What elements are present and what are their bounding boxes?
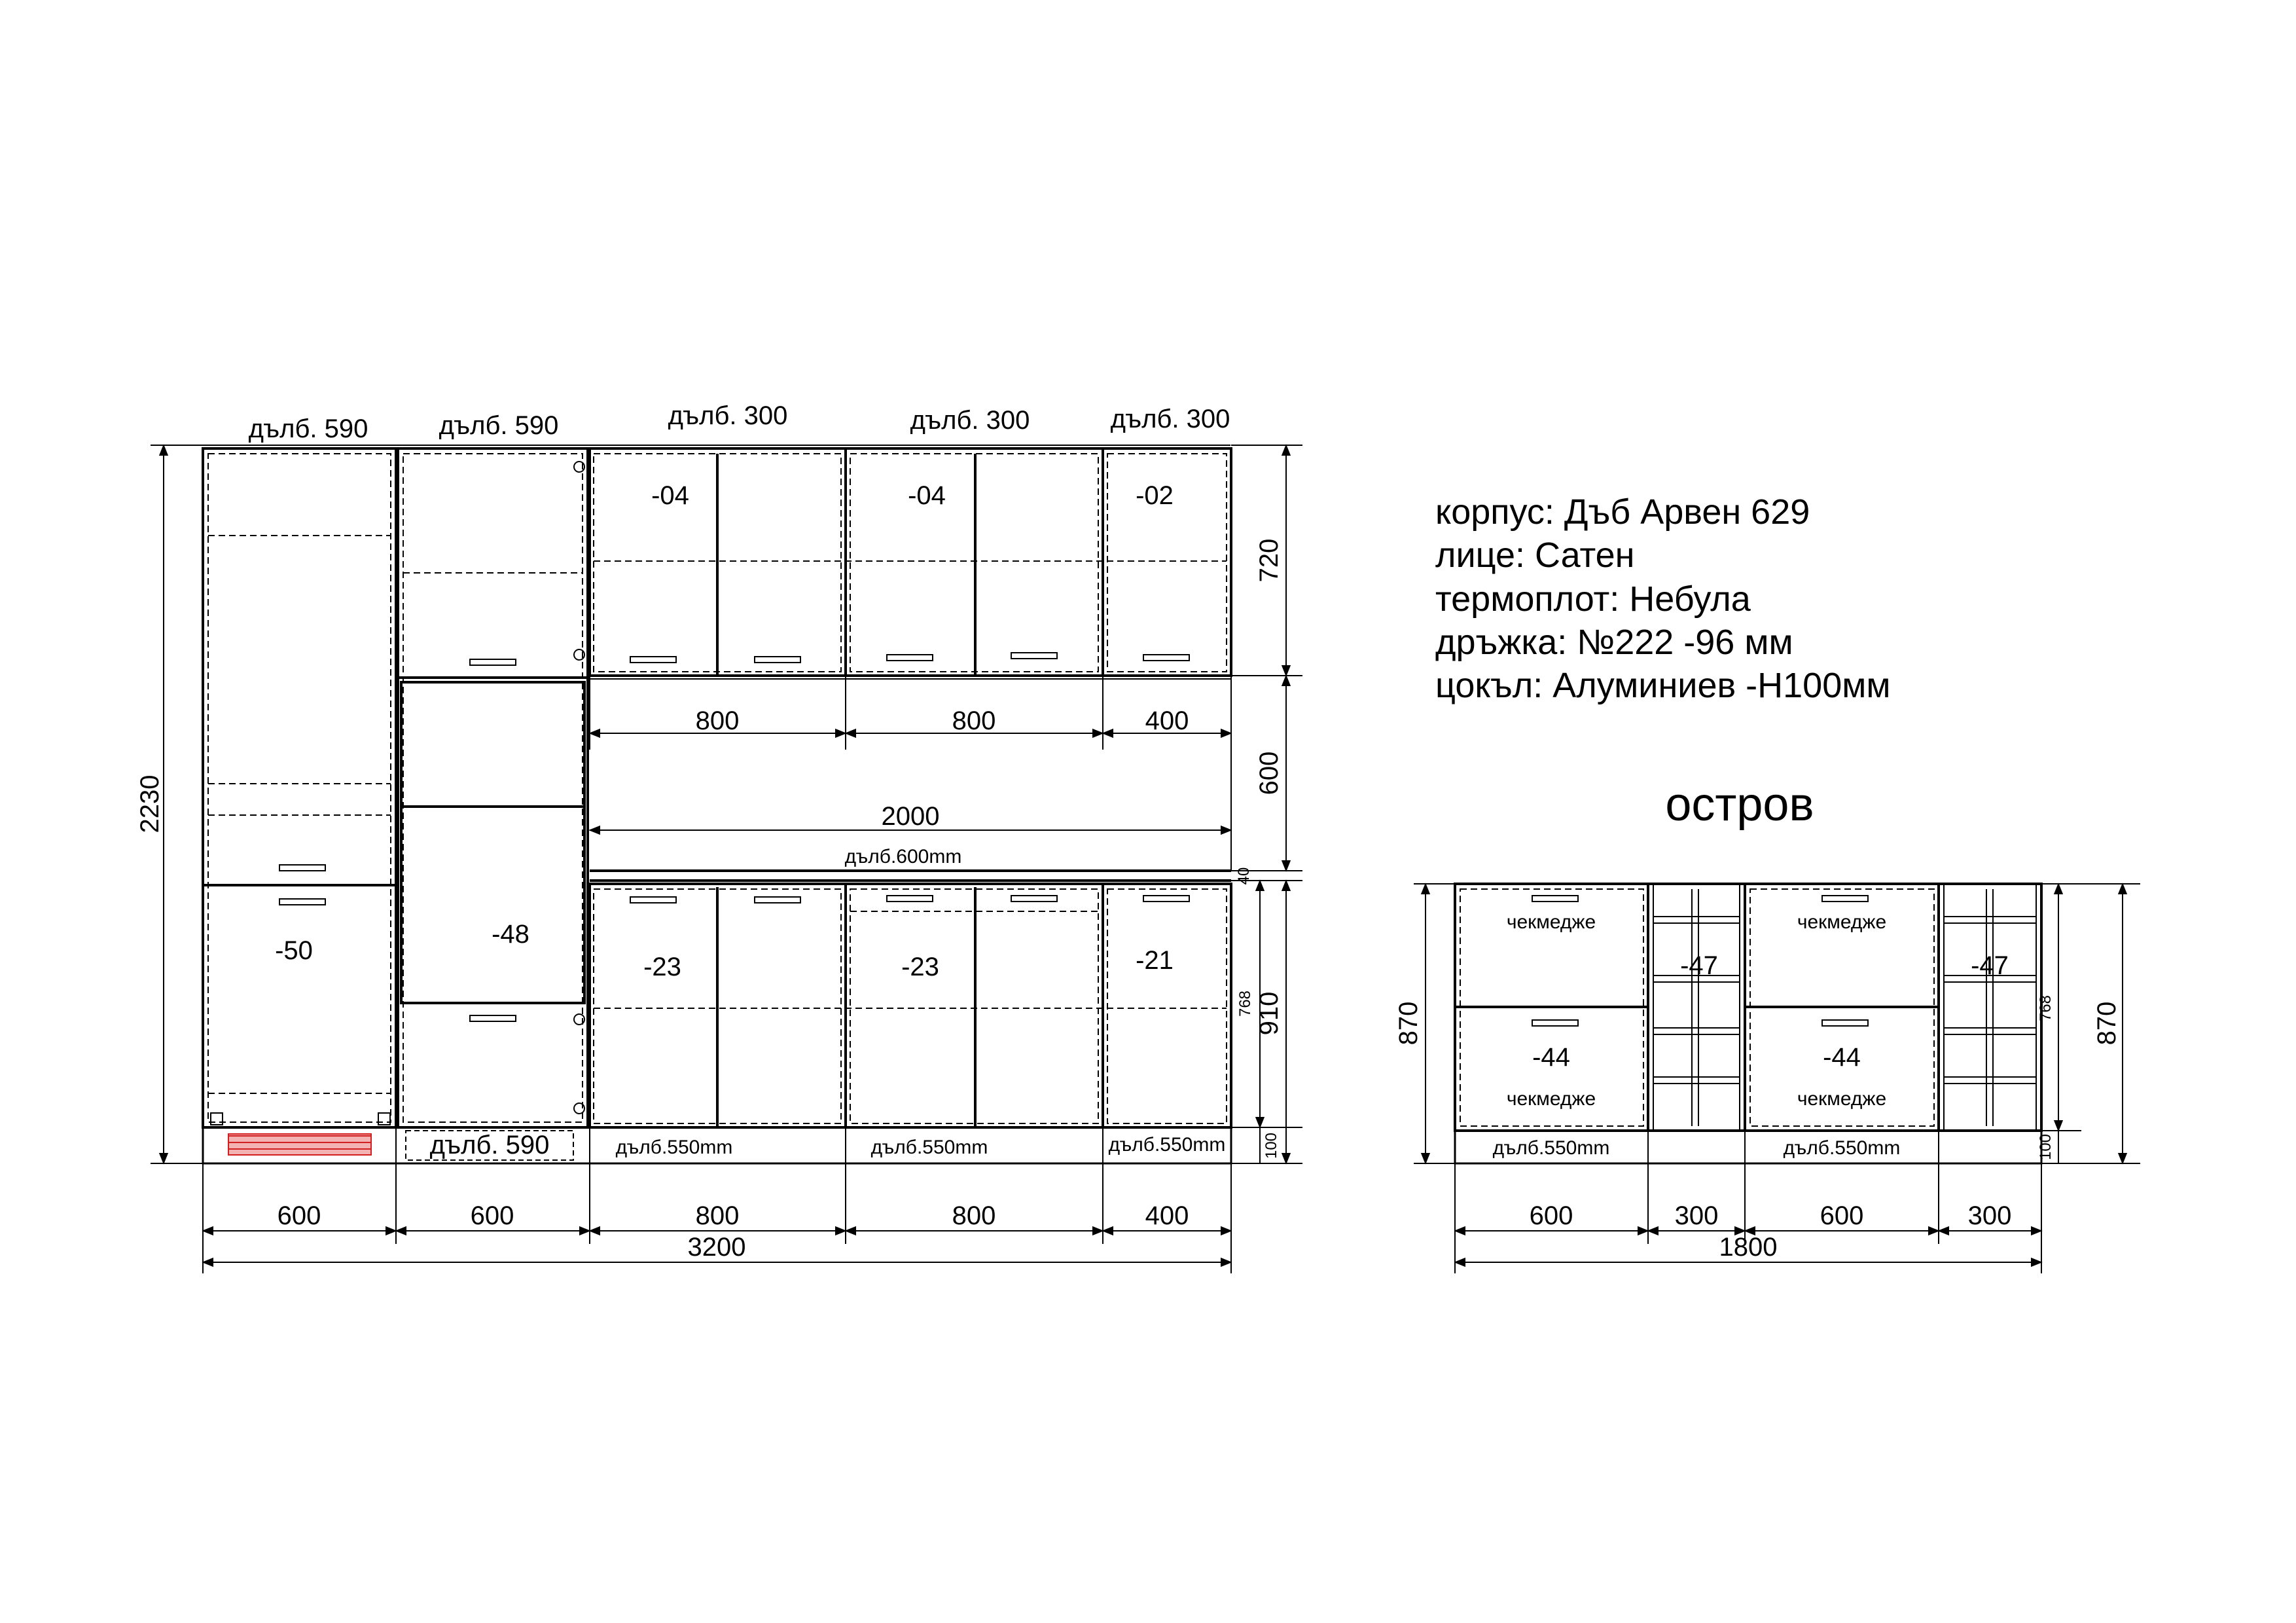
handle-icon <box>755 897 800 903</box>
cabinet-code: -04 <box>908 481 946 510</box>
cabinet-code: -23 <box>901 953 939 981</box>
dimension-value: 768 <box>1236 990 1254 1017</box>
cabinet-code: -50 <box>275 936 313 965</box>
handle-icon <box>1822 1020 1868 1026</box>
handle-icon <box>1532 896 1578 902</box>
dimension-value: 600 <box>1820 1201 1864 1230</box>
cabinet-code: -47 <box>1971 951 2009 980</box>
dimension-value: 600 <box>277 1201 321 1230</box>
dimension-value: 600 <box>470 1201 514 1230</box>
cabinet-code: -02 <box>1136 481 1174 510</box>
total-width: 1800 <box>1719 1233 1778 1262</box>
dimension-value: 400 <box>1145 706 1189 735</box>
handle-icon <box>755 657 800 663</box>
dimension-value: 800 <box>695 706 740 735</box>
handle-icon <box>1143 896 1189 902</box>
handle-icon <box>887 896 933 902</box>
tall-unit-2 <box>398 448 588 1127</box>
cabinet-code: -44 <box>1532 1043 1570 1072</box>
handle-icon <box>470 659 516 665</box>
dimension-value: 800 <box>952 706 996 735</box>
handle-icon <box>1143 655 1189 661</box>
island-title: остров <box>1665 778 1814 831</box>
handle-icon <box>630 897 676 903</box>
dimension-value: 600 <box>1529 1201 1573 1230</box>
island-plinth-height: 100 <box>2037 1133 2054 1161</box>
cabinet-code: -47 <box>1680 951 1718 980</box>
dimension-value: 800 <box>952 1201 996 1230</box>
drawer-label: чекмедже <box>1797 1088 1887 1110</box>
handle-icon <box>1011 653 1057 659</box>
cabinet-code: -48 <box>492 920 529 949</box>
spec-korpus: корпус: Дъб Арвен 629 <box>1435 492 1810 532</box>
dimension-value: 720 <box>1255 538 1283 583</box>
handle-icon <box>279 865 325 871</box>
total-height: 2230 <box>135 775 164 833</box>
handle-icon <box>887 655 933 661</box>
drawer-label: чекмедже <box>1797 911 1887 933</box>
handle-icon <box>630 657 676 663</box>
drawer-label: чекмедже <box>1506 911 1596 933</box>
island-height: 870 <box>1394 1001 1423 1046</box>
plinth-label: дълб.550mm <box>1108 1134 1226 1156</box>
handle-icon <box>1532 1020 1578 1026</box>
depth-label: дълб. 590 <box>248 414 368 443</box>
handle-icon <box>470 1015 516 1021</box>
dimension-value: 600 <box>1255 751 1283 795</box>
material-specs <box>1435 492 1891 831</box>
island-inner-height: 768 <box>2037 994 2054 1022</box>
depth-label: дълб. 590 <box>439 411 559 440</box>
handle-icon <box>1822 896 1868 902</box>
dimension-value: 910 <box>1255 991 1283 1036</box>
dimension-value: 2000 <box>881 802 940 831</box>
dimension-value: 300 <box>1967 1201 2012 1230</box>
island-height: 870 <box>2092 1001 2121 1046</box>
kitchen-labels <box>135 401 1283 1262</box>
spec-termoplot: термоплот: Небула <box>1435 579 1751 619</box>
spec-litse: лице: Сатен <box>1435 536 1635 575</box>
cabinet-code: -23 <box>643 953 681 981</box>
cabinet-code: -44 <box>1823 1043 1861 1072</box>
lower-cabinets <box>590 884 1231 1127</box>
depth-label: дълб. 300 <box>668 401 788 430</box>
handle-icon <box>1011 896 1057 902</box>
depth-label: дълб. 300 <box>910 406 1030 435</box>
dimension-value: 40 <box>1235 867 1253 885</box>
plinth-label: дълб.550mm <box>615 1137 733 1158</box>
island-labels <box>1394 911 2121 1262</box>
dimension-value: 400 <box>1145 1201 1189 1230</box>
spec-drazhka: дръжка: №222 -96 мм <box>1435 623 1793 662</box>
counter-depth-label: дълб.600mm <box>844 846 962 867</box>
dimension-value: 300 <box>1674 1201 1719 1230</box>
island-elevation <box>1414 884 2140 1273</box>
plinth-label: дълб.550mm <box>1492 1137 1610 1159</box>
plinth-label: дълб. 590 <box>429 1131 550 1159</box>
dimension-value: 800 <box>695 1201 740 1230</box>
drawer-label: чекмедже <box>1506 1088 1596 1110</box>
cabinet-code: -04 <box>651 481 689 510</box>
plinth-label: дълб.550mm <box>1783 1137 1901 1159</box>
handle-icon <box>279 899 325 905</box>
cabinet-code: -21 <box>1136 946 1174 975</box>
ventilation-grille <box>228 1134 371 1155</box>
total-width: 3200 <box>687 1233 746 1262</box>
spec-tsokal: цокъл: Алуминиев -Н100мм <box>1435 666 1891 705</box>
plinth-label: дълб.550mm <box>870 1137 988 1158</box>
depth-label: дълб. 300 <box>1110 405 1230 433</box>
tall-unit-1 <box>203 448 396 1127</box>
dimension-value: 100 <box>1263 1132 1280 1159</box>
